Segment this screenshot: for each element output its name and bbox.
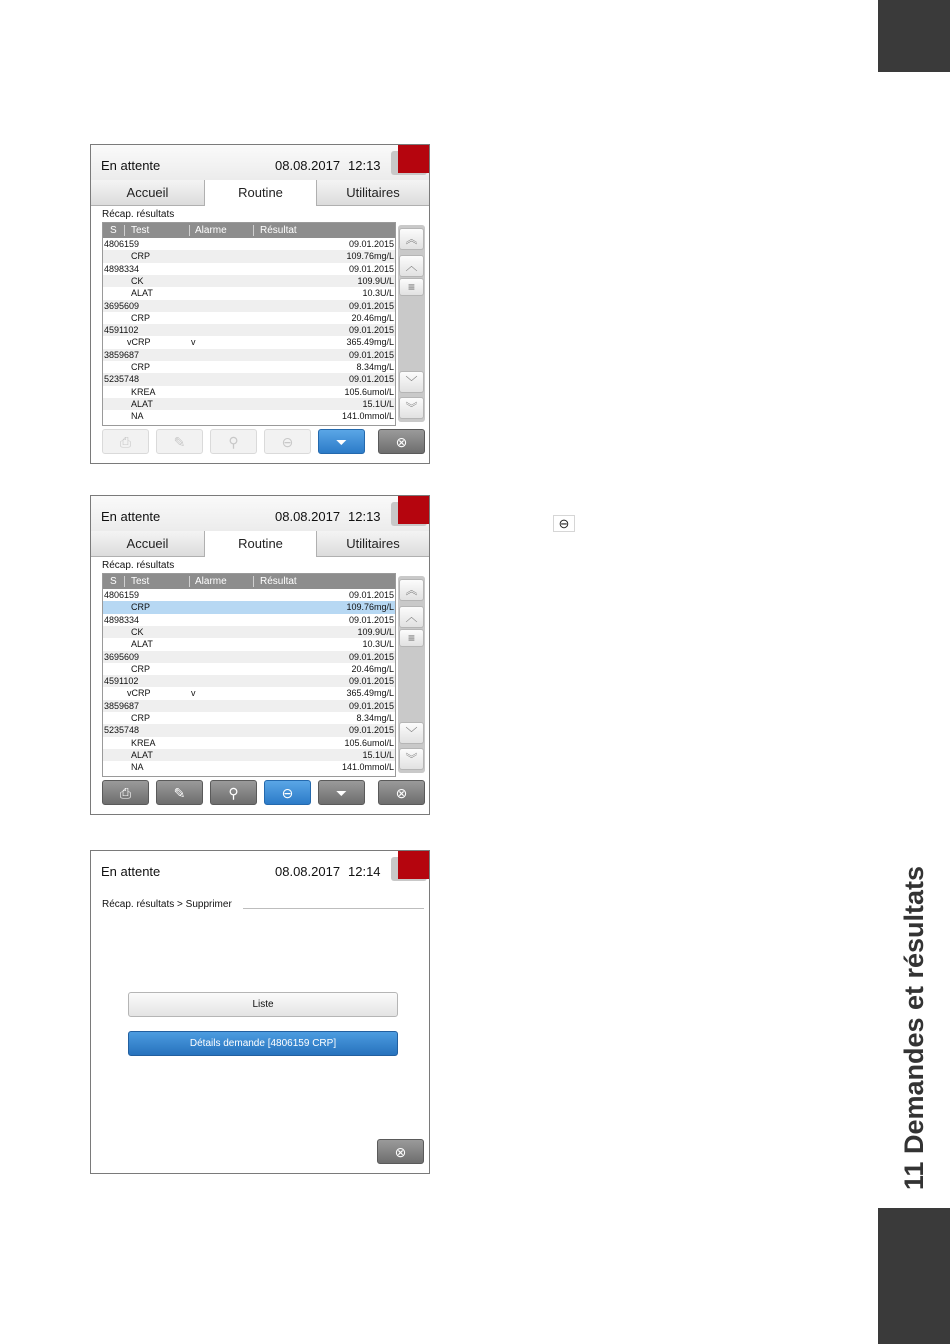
col-s: S [110,225,117,236]
close-button[interactable] [378,780,425,805]
toolbar [91,429,429,457]
minus-circle-icon: ⊖ [553,515,575,532]
cell-order-id: 3695609 [104,300,140,311]
cell-result: 09.01.2015 [348,676,394,687]
cell-result: 09.01.2015 [348,700,394,711]
cell-result: 365.49mg/L [346,337,394,348]
status-label: En attente [101,158,161,173]
header-time: 12:13 [348,509,381,524]
table-row[interactable] [103,410,395,422]
cell-test: CRP [131,602,151,613]
pencil-icon: ✎ [173,785,186,801]
scroll-down-button[interactable]: ﹀ [399,722,424,744]
cell-result: 109.76mg/L [346,602,394,613]
filter-button[interactable] [318,780,365,805]
table-row[interactable] [103,737,395,749]
cell-result: 09.01.2015 [348,590,394,600]
cell-result: 09.01.2015 [348,349,394,360]
minus-circle-icon: ⊖ [281,785,294,801]
col-s: S [110,576,117,587]
cell-alarm: v [191,688,196,699]
cell-result: 20.46mg/L [351,312,394,323]
tab-utilitaires[interactable]: Utilitaires [317,531,429,557]
table-row[interactable] [103,324,395,336]
scroll-up-button[interactable]: ︿ [399,606,424,628]
header-bar [91,851,429,886]
table-row[interactable] [103,373,395,385]
table-header [103,223,395,238]
delete-button[interactable] [264,429,311,454]
chapter-tab-top [878,0,950,72]
cell-test: CRP [131,362,151,372]
cell-result: 09.01.2015 [348,325,394,336]
screen-delete-options [90,850,430,1174]
cell-test: KREA [131,737,156,748]
tab-utilitaires[interactable]: Utilitaires [317,180,429,206]
col-alarm: Alarme [195,576,227,587]
cell-result: 20.46mg/L [351,663,394,674]
table-row[interactable] [103,675,395,687]
status-label: En attente [101,864,161,879]
header-bar [91,145,429,181]
cell-order-id: 4591102 [104,325,139,336]
breadcrumb: Récap. résultats [102,209,175,220]
table-row[interactable] [103,275,395,287]
cell-result: 109.9U/L [357,275,394,286]
table-row[interactable] [103,663,395,675]
table-row[interactable] [103,263,395,275]
header-time: 12:14 [348,864,381,879]
cell-order-id: 4806159 [104,590,140,600]
table-row[interactable] [103,651,395,663]
scroll-bottom-button[interactable]: ︾ [399,748,424,770]
cell-test: ALAT [131,749,153,760]
cell-order-id: 3859687 [104,349,140,360]
cell-order-id: 3695609 [104,651,140,662]
chapter-tab-bottom [878,1208,950,1344]
search-button[interactable] [210,429,257,454]
filter-button[interactable] [318,429,365,454]
close-circle-icon: ⊗ [395,434,408,450]
table-header [103,574,395,589]
cell-alarm: v [191,337,196,348]
table-row[interactable] [103,614,395,626]
cell-test: KREA [131,386,156,397]
edit-button[interactable] [156,780,203,805]
edit-button[interactable] [156,429,203,454]
cell-result: 105.6umol/L [344,386,394,397]
table-row[interactable] [103,300,395,312]
cell-order-id: 4591102 [104,676,139,687]
cell-test: vCRP [127,688,151,699]
table-row[interactable] [103,626,395,638]
scroll-down-button[interactable]: ﹀ [399,371,424,393]
table-row[interactable] [103,589,395,601]
screen-results-selected [90,495,430,815]
print-button[interactable] [102,780,149,805]
cell-result: 10.3U/L [362,639,394,650]
status-label: En attente [101,509,161,524]
print-icon: ⎙ [119,785,132,801]
table-row[interactable] [103,700,395,712]
header-date: 08.08.2017 [275,864,341,879]
cell-result: 09.01.2015 [348,374,394,385]
scroll-thumb[interactable]: ≡ [399,629,424,647]
tab-bar [91,531,429,557]
cell-order-id: 3859687 [104,700,140,711]
alarm-indicator[interactable] [398,145,429,173]
cell-order-id: 5235748 [104,374,140,385]
cell-result: 09.01.2015 [348,725,394,736]
table-row[interactable] [103,250,395,262]
table-row[interactable] [103,349,395,361]
filter-icon: ⏷ [335,785,348,801]
cell-test: NA [131,411,144,422]
header-bar [91,496,429,532]
cell-test: CRP [131,251,151,262]
scroll-top-button[interactable]: ︽ [399,579,424,601]
col-alarm: Alarme [195,225,227,236]
cell-result: 8.34mg/L [356,713,394,723]
table-row[interactable] [103,287,395,299]
table-row[interactable] [103,638,395,650]
scroll-bottom-button[interactable]: ︾ [399,397,424,419]
cell-result: 8.34mg/L [356,362,394,372]
cell-result: 109.9U/L [357,626,394,637]
cell-test: NA [131,762,144,773]
scrollbar[interactable] [398,576,425,773]
tab-accueil[interactable]: Accueil [91,531,204,557]
col-result: Résultat [260,225,297,236]
cell-test: CK [131,626,144,637]
tab-bar [91,180,429,206]
minus-circle-icon: ⊖ [281,434,294,450]
cell-result: 109.76mg/L [346,251,394,262]
table-row[interactable] [103,601,395,613]
cell-result: 15.1U/L [362,749,394,760]
cell-test: CK [131,275,144,286]
table-row[interactable] [103,761,395,773]
close-button[interactable] [378,429,425,454]
search-button[interactable] [210,780,257,805]
cell-order-id: 5235748 [104,725,140,736]
delete-button[interactable] [264,780,311,805]
tab-accueil[interactable]: Accueil [91,180,204,206]
screen-results-overview [90,144,430,464]
table-row[interactable] [103,687,395,699]
table-row[interactable] [103,238,395,250]
scroll-thumb[interactable]: ≡ [399,278,424,296]
cell-result: 105.6umol/L [344,737,394,748]
breadcrumb-divider [243,908,424,909]
cell-result: 141.0mmol/L [341,762,394,773]
cell-result: 09.01.2015 [348,300,394,311]
cell-test: ALAT [131,288,153,299]
results-table[interactable] [102,573,396,777]
print-button[interactable] [102,429,149,454]
close-circle-icon: ⊗ [394,1144,407,1160]
pencil-icon: ✎ [173,434,186,450]
col-result: Résultat [260,576,297,587]
table-row[interactable] [103,398,395,410]
table-row[interactable] [103,361,395,373]
table-row[interactable] [103,724,395,736]
cell-result: 09.01.2015 [348,614,394,625]
print-icon: ⎙ [119,434,132,450]
magnifier-icon: ⚲ [228,434,239,450]
delete-list-button[interactable]: Liste [128,992,398,1017]
col-test: Test [131,225,150,236]
col-test: Test [131,576,150,587]
magnifier-icon: ⚲ [228,785,239,801]
cell-order-id: 4806159 [104,239,140,249]
alarm-indicator[interactable] [398,851,429,879]
close-circle-icon: ⊗ [395,785,408,801]
results-table[interactable] [102,222,396,426]
scroll-top-button[interactable]: ︽ [399,228,424,250]
cell-test: CRP [131,312,151,323]
header-time: 12:13 [348,158,381,173]
close-button[interactable] [377,1139,424,1164]
cell-result: 09.01.2015 [348,239,394,249]
scroll-up-button[interactable]: ︿ [399,255,424,277]
filter-icon: ⏷ [335,434,348,450]
table-row[interactable] [103,386,395,398]
cell-result: 141.0mmol/L [341,411,394,422]
header-date: 08.08.2017 [275,158,341,173]
header-date: 08.08.2017 [275,509,341,524]
cell-order-id: 4898334 [104,263,140,274]
delete-order-details-button[interactable]: Détails demande [4806159 CRP] [128,1031,398,1056]
cell-test: CRP [131,663,151,674]
table-row[interactable] [103,312,395,324]
cell-result: 15.1U/L [362,398,394,409]
tab-routine[interactable]: Routine [204,180,317,206]
cell-test: ALAT [131,398,153,409]
cell-result: 09.01.2015 [348,263,394,274]
cell-order-id: 4898334 [104,614,140,625]
breadcrumb: Récap. résultats [102,560,175,571]
breadcrumb: Récap. résultats > Supprimer [102,899,232,910]
cell-test: CRP [131,713,151,723]
table-row[interactable] [103,749,395,761]
table-row[interactable] [103,336,395,348]
table-row[interactable] [103,712,395,724]
cell-result: 09.01.2015 [348,651,394,662]
alarm-indicator[interactable] [398,496,429,524]
tab-routine[interactable]: Routine [204,531,317,557]
scrollbar[interactable] [398,225,425,422]
cell-test: vCRP [127,337,151,348]
cell-test: ALAT [131,639,153,650]
cell-result: 365.49mg/L [346,688,394,699]
toolbar [91,780,429,808]
chapter-title: 11 Demandes et résultats [899,865,929,1191]
cell-result: 10.3U/L [362,288,394,299]
